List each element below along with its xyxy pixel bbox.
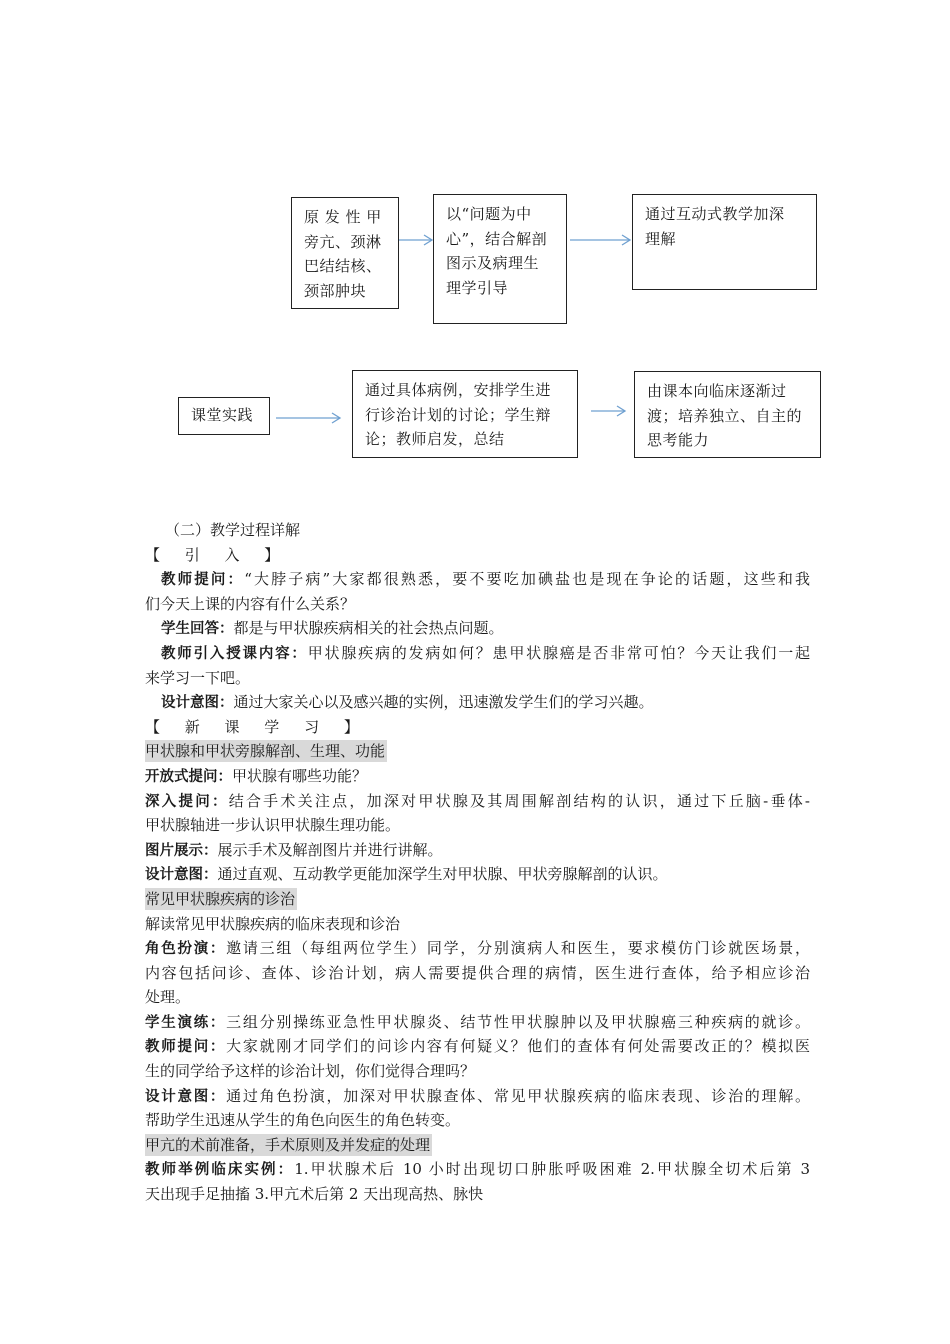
flow-text: 理解 <box>645 229 677 248</box>
flow-text: 通过互动式教学加深 <box>645 205 785 223</box>
label: 学生演练： <box>145 1014 227 1031</box>
open-question: 开放式提问：甲状腺有哪些功能？ <box>145 766 368 785</box>
arrow-icon <box>570 235 630 245</box>
label: 开放式提问： <box>145 768 232 785</box>
flow-text: 通过具体病例，安排学生进 <box>365 381 552 399</box>
flow-text: 由课本向临床逐渐过 <box>647 382 787 400</box>
section-title: （二）教学过程详解 <box>165 521 301 539</box>
topic-highlight: 甲状腺和甲状旁腺解剖、生理、功能 <box>145 742 386 761</box>
teacher-question: 教师提问：“大脖子病”大家都很熟悉，要不要吃加碘盐也是现在争论的话题，这些和我 <box>161 570 811 589</box>
flow-text: 论；教师启发，总结 <box>365 430 505 448</box>
flow-text: 行诊治计划的讨论；学生辩 <box>365 405 552 424</box>
role-play: 角色扮演：邀请三组（每组两位学生）同学，分别演病人和医生，要求模仿门诊就医场景， <box>145 939 810 958</box>
arrow-icon <box>276 413 340 423</box>
flow-text: 以“问题为中 <box>446 205 532 223</box>
topic-highlight: 甲亢的术前准备，手术原则及并发症的处理 <box>145 1135 431 1154</box>
teacher-lead-in-cont: 来学习一下吧。 <box>145 668 251 687</box>
flow-text: 思考能力 <box>647 431 710 449</box>
deep-question-cont: 甲状腺轴进一步认识甲状腺生理功能。 <box>145 816 401 835</box>
student-drill: 学生演练：三组分别操练亚急性甲状腺炎、结节性甲状腺肿以及甲状腺癌三种疾病的就诊。 <box>145 1012 810 1031</box>
flow-text: 图示及病理生 <box>446 254 540 272</box>
label: 设计意图： <box>145 1088 227 1105</box>
label: 深入提问： <box>145 793 229 810</box>
design-intent: 设计意图：通过大家关心以及感兴趣的实例，迅速激发学生们的学习兴趣。 <box>161 693 654 712</box>
picture-display: 图片展示：展示手术及解剖图片并进行讲解。 <box>145 840 443 859</box>
flow-text: 课堂实践 <box>191 406 254 424</box>
label: 教师引入授课内容： <box>161 645 308 662</box>
teacher-question: 教师提问：大家就刚才同学们的问诊内容有何疑义？他们的查体有何处需要改正的？模拟医 <box>145 1037 810 1056</box>
flow-text: 颈部肿块 <box>304 281 367 300</box>
topic-subtitle: 解读常见甲状腺疾病的临床表现和诊治 <box>145 914 401 933</box>
flow-text: 理学引导 <box>446 278 509 297</box>
clinical-cases-cont: 天出现手足抽搐 3.甲亢术后第 2 天出现高热、脉快 <box>145 1185 484 1204</box>
flow-text: 巴结结核、 <box>304 257 382 275</box>
teacher-question-cont: 生的同学给予这样的诊治计划，你们觉得合理吗？ <box>145 1062 476 1081</box>
role-play-cont: 内容包括问诊、查体、诊治计划，病人需要提供合理的病情，医生进行查体，给予相应诊治 <box>145 963 810 982</box>
arrow-icon <box>399 235 432 245</box>
label: 设计意图： <box>145 867 218 884</box>
teacher-lead-in: 教师引入授课内容：甲状腺疾病的发病如何？患甲状腺癌是否非常可怕？今天让我们一起 <box>161 643 811 662</box>
flow-text: 心”，结合解剖 <box>446 229 548 248</box>
design-intent-cont: 帮助学生迅速从学生的角色向医生的角色转变。 <box>145 1111 461 1130</box>
label: 学生回答： <box>161 621 234 638</box>
label: 教师提问： <box>161 572 245 589</box>
student-answer: 学生回答：都是与甲状腺疾病相关的社会热点问题。 <box>161 619 504 638</box>
label: 图片展示： <box>145 842 218 859</box>
design-intent: 设计意图：通过直观、互动教学更能加深学生对甲状腺、甲状旁腺解剖的认识。 <box>145 865 668 884</box>
arrow-icon <box>591 406 625 416</box>
flow-text: 旁亢、颈淋 <box>304 232 382 251</box>
role-play-cont: 处理。 <box>145 988 191 1007</box>
label: 设计意图： <box>161 695 234 712</box>
clinical-cases: 教师举例临床实例：1.甲状腺术后 10 小时出现切口肿胀呼吸困难 2.甲状腺全切术后第 3 <box>145 1160 810 1179</box>
flow-text: 渡；培养独立、自主的 <box>647 406 803 425</box>
label: 教师举例临床实例： <box>145 1162 295 1179</box>
label: 角色扮演： <box>145 941 227 958</box>
flow-text: 原 发 性 甲 <box>304 208 382 226</box>
new-lesson-heading: 【 新 课 学 习 】 <box>145 717 369 736</box>
deep-question: 深入提问：结合手术关注点，加深对甲状腺及其周围解剖结构的认识，通过下丘脑-垂体- <box>145 791 811 810</box>
flow-arrows <box>0 0 950 520</box>
topic-highlight: 常见甲状腺疾病的诊治 <box>145 889 296 908</box>
teacher-question-cont: 们今天上课的内容有什么关系？ <box>145 594 356 613</box>
design-intent: 设计意图：通过角色扮演，加深对甲状腺查体、常见甲状腺疾病的临床表现、诊治的理解。 <box>145 1086 810 1105</box>
intro-heading: 【 引 入 】 <box>145 545 290 564</box>
label: 教师提问： <box>145 1039 227 1056</box>
teaching-process-section <box>145 518 810 1207</box>
